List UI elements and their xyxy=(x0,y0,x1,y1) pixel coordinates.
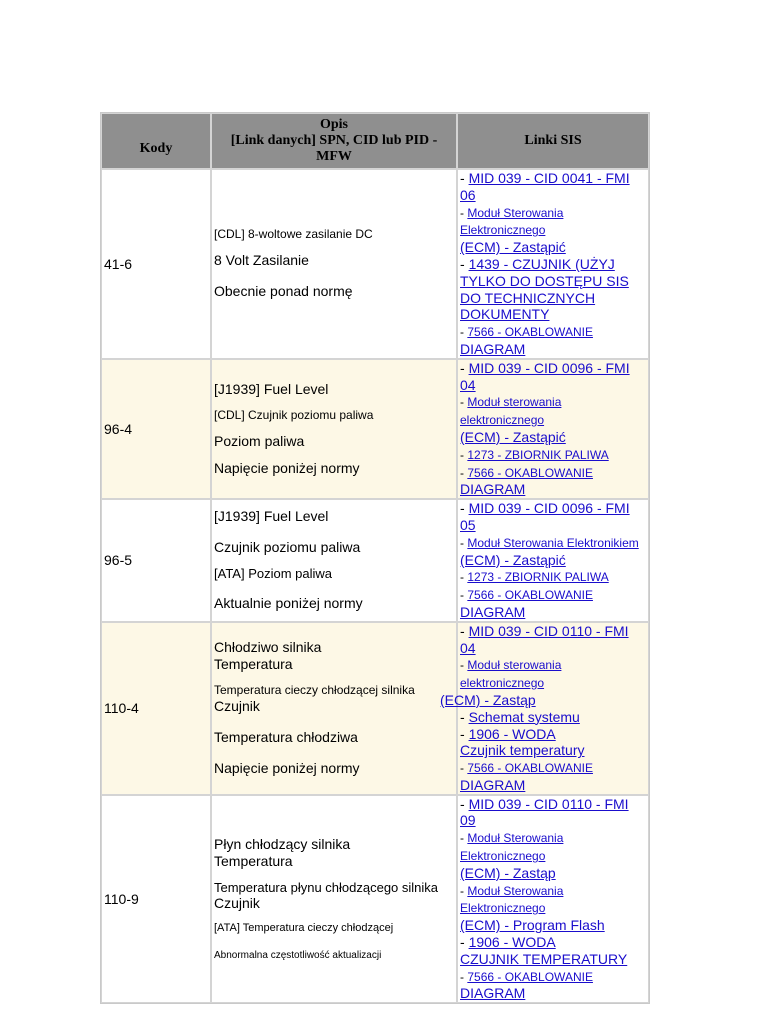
sis-link[interactable]: 06 xyxy=(460,186,476,203)
sis-link[interactable]: 05 xyxy=(460,516,476,533)
sis-links-cell: - MID 039 - CID 0096 - FMI 04 - Moduł sterowania elektronicznego (ECM) - Zastąpić - 1273 - ZBIORNIK PALIWA - 7566 - OKABLOWANIE DIAGRAM xyxy=(457,359,649,499)
sis-links-cell: - MID 039 - CID 0041 - FMI 06 - Moduł Sterowania Elektronicznego (ECM) - Zastąpić - 1439 - CZUJNIK (UŻYJ TYLKO DO DOSTĘPU SIS DO TECHNICZNYCH DOKUMENTY - 7566 - OKABLOWANIE DIAGRAM xyxy=(457,169,649,359)
table-row xyxy=(101,622,649,795)
sis-link[interactable]: (ECM) - Zastąp xyxy=(460,864,556,881)
sis-link[interactable]: Moduł Sterowania Elektronicznego xyxy=(460,883,564,916)
sis-link[interactable]: DIAGRAM xyxy=(460,340,526,357)
description-cell: [J1939] Fuel Level [CDL] Czujnik poziomu paliwa Poziom paliwa Napięcie poniżej normy xyxy=(211,359,457,499)
header-kody: Kody xyxy=(101,113,211,169)
table-row xyxy=(101,169,649,359)
sis-link[interactable]: (ECM) - Zastąp xyxy=(440,691,536,708)
sis-link[interactable]: MID 039 - CID 0096 - FMI xyxy=(468,359,630,376)
sis-link[interactable]: MID 039 - CID 0041 - FMI xyxy=(468,170,630,186)
sis-link[interactable]: 1906 - WODA xyxy=(468,934,556,951)
code-cell: 96-5 xyxy=(101,499,211,622)
sis-link[interactable]: Schemat systemu xyxy=(468,708,580,725)
sis-link[interactable]: DIAGRAM xyxy=(460,481,526,498)
table-row xyxy=(101,499,649,622)
sis-link[interactable]: 7566 - OKABLOWANIE xyxy=(467,325,593,340)
sis-link[interactable]: DOKUMENTY xyxy=(460,306,550,323)
sis-link[interactable]: Moduł Sterowania Elektronicznego xyxy=(460,831,564,864)
sis-link[interactable]: Moduł Sterowania Elektronicznego xyxy=(460,205,564,238)
sis-link[interactable]: 04 xyxy=(460,639,476,656)
sis-link[interactable]: 1439 - CZUJNIK (UŻYJ xyxy=(468,255,615,272)
sis-link[interactable]: 09 xyxy=(460,812,476,829)
code-cell: 110-4 xyxy=(101,622,211,795)
header-opis: Opis [Link danych] SPN, CID lub PID - MFW xyxy=(211,113,457,169)
sis-link[interactable]: 1906 - WODA xyxy=(468,725,556,742)
description-cell: Płyn chłodzący silnika Temperatura Temperatura płynu chłodzącego silnika Czujnik [ATA] Temperatura cieczy chłodzącej Abnormalna częstotliwość aktualizacji xyxy=(211,795,457,1004)
table-row xyxy=(101,795,649,1004)
sis-links-cell: - MID 039 - CID 0096 - FMI 05 - Moduł Sterowania Elektronikiem (ECM) - Zastąpić - 1273 - ZBIORNIK PALIWA - 7566 - OKABLOWANIE DIAGRAM xyxy=(457,499,649,622)
sis-link[interactable]: 7566 - OKABLOWANIE xyxy=(467,761,593,776)
sis-link[interactable]: Czujnik temperatury xyxy=(460,742,585,759)
sis-link[interactable]: CZUJNIK TEMPERATURY xyxy=(460,950,628,967)
code-cell: 41-6 xyxy=(101,169,211,359)
code-cell: 110-9 xyxy=(101,795,211,1004)
table-row xyxy=(101,359,649,499)
sis-link[interactable]: DIAGRAM xyxy=(460,776,526,793)
sis-link[interactable]: MID 039 - CID 0096 - FMI xyxy=(468,500,630,517)
sis-link[interactable]: Moduł Sterowania Elektronikiem xyxy=(467,535,639,550)
code-cell: 96-4 xyxy=(101,359,211,499)
header-row xyxy=(101,113,649,169)
sis-link[interactable]: 7566 - OKABLOWANIE xyxy=(467,588,593,603)
sis-link[interactable]: 7566 - OKABLOWANIE xyxy=(467,969,593,984)
codes-table xyxy=(100,112,650,1004)
description-cell: Chłodziwo silnika Temperatura Temperatura cieczy chłodzącej silnika Czujnik Temperatura chłodziwa Napięcie poniżej normy xyxy=(211,622,457,795)
sis-link[interactable]: (ECM) - Zastąpić xyxy=(460,428,566,445)
sis-link[interactable]: MID 039 - CID 0110 - FMI xyxy=(468,622,629,639)
description-cell: [J1939] Fuel Level Czujnik poziomu paliwa [ATA] Poziom paliwa Aktualnie poniżej normy xyxy=(211,499,457,622)
sis-link[interactable]: TYLKO DO DOSTĘPU SIS xyxy=(460,272,629,289)
description-cell: [CDL] 8-woltowe zasilanie DC 8 Volt Zasilanie Obecnie ponad normę xyxy=(211,169,457,359)
sis-link[interactable]: 04 xyxy=(460,376,476,393)
sis-link[interactable]: DIAGRAM xyxy=(460,603,526,620)
sis-link[interactable]: MID 039 - CID 0110 - FMI xyxy=(468,795,629,812)
sis-link[interactable]: 1273 - ZBIORNIK PALIWA xyxy=(467,447,609,462)
sis-link[interactable]: Moduł sterowania elektronicznego xyxy=(460,395,562,428)
sis-link[interactable]: DIAGRAM xyxy=(460,985,526,1002)
sis-link[interactable]: 1273 - ZBIORNIK PALIWA xyxy=(467,570,609,585)
sis-links-cell: - MID 039 - CID 0110 - FMI 09 - Moduł Sterowania Elektronicznego (ECM) - Zastąp - Moduł Sterowania Elektronicznego (ECM) - Program Flash - 1906 - WODA CZUJNIK TEMPERATURY - 7566 - OKABLOWANIE DIAGRAM xyxy=(457,795,649,1004)
sis-link[interactable]: (ECM) - Zastąpić xyxy=(460,551,566,568)
sis-link[interactable]: DO TECHNICZNYCH xyxy=(460,289,596,306)
header-linki: Linki SIS xyxy=(457,113,649,169)
sis-link[interactable]: Moduł sterowania elektronicznego xyxy=(460,658,562,691)
sis-link[interactable]: (ECM) - Zastąpić xyxy=(460,239,566,256)
sis-link[interactable]: 7566 - OKABLOWANIE xyxy=(467,465,593,480)
sis-link[interactable]: (ECM) - Program Flash xyxy=(460,917,605,934)
sis-links-cell: - MID 039 - CID 0110 - FMI 04 - Moduł sterowania elektronicznego (ECM) - Zastąp - Schemat systemu - 1906 - WODA Czujnik temperatury - 7566 - OKABLOWANIE DIAGRAM xyxy=(457,622,649,795)
